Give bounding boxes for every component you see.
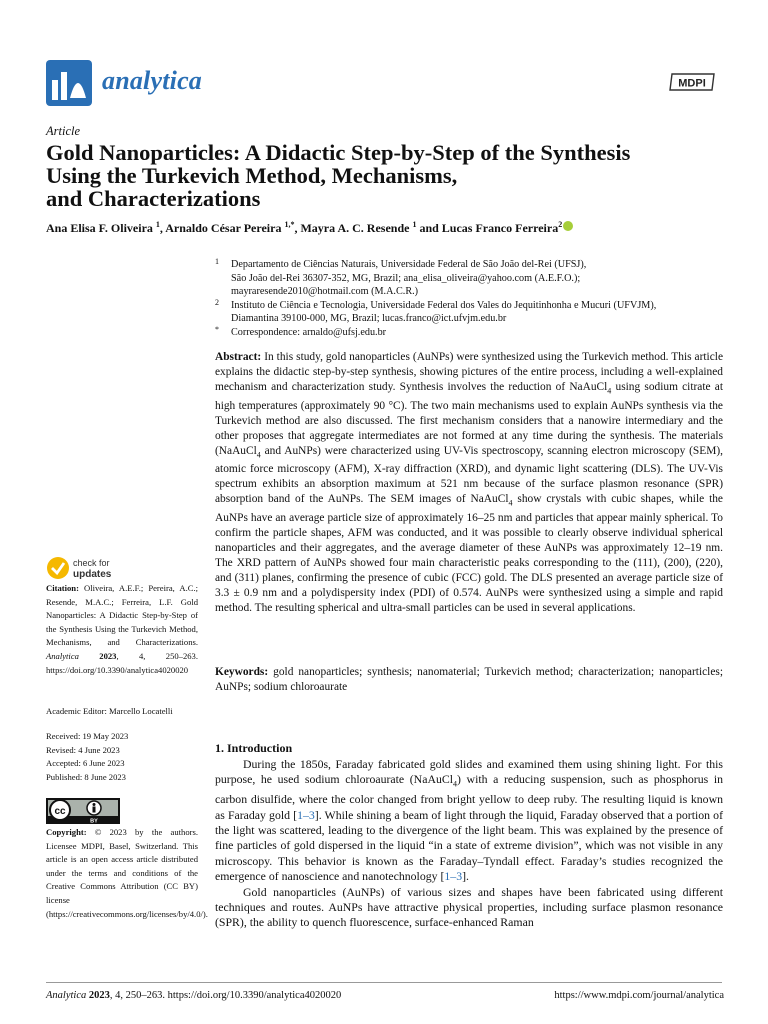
mdpi-text: MDPI	[678, 77, 706, 90]
introduction-text	[215, 757, 723, 931]
correspondence-marker: *	[215, 324, 219, 334]
svg-text:check for: check for	[73, 558, 110, 568]
footer-divider	[46, 982, 722, 983]
citation-block: Citation: Oliveira, A.E.F.; Pereira, A.C.; Resende, M.A.C.; Ferreira, L.F. Gold Nanoparticles: A Didactic Step-by-Step of the Synthesis Using the Turkevich Method, Mechanisms, and Characterizations. Analytica 2023, 4, 250–263. https://doi.org/10.3390/analytica4020020	[46, 583, 198, 675]
copyright-block: Copyright: © 2023 by the authors. Licensee MDPI, Basel, Switzerland. This article is an open access article distributed under the terms and conditions of the Creative Commons Attribution (CC BY) license (https://creativecommons.org/licenses/by/4.0/).	[46, 827, 208, 919]
cc-by-license-icon[interactable]	[46, 798, 120, 824]
mdpi-logo-icon[interactable]	[668, 70, 718, 94]
affiliations	[215, 258, 725, 340]
academic-editor: Academic Editor: Marcello Locatelli	[46, 706, 173, 716]
affiliation-number: 2	[215, 297, 219, 307]
received-date: Received: 19 May 2023	[46, 731, 129, 741]
revised-date: Revised: 4 June 2023	[46, 744, 120, 755]
citation-label: Citation:	[46, 583, 79, 593]
abstract-label: Abstract:	[215, 351, 262, 363]
article-type: Article	[46, 124, 81, 138]
title-line: and Characterizations	[46, 186, 261, 211]
paragraph: During the 1850s, Faraday fabricated gold slides and examined them using shining light. For this purpose, he used sodium chloroaurate (NaAuCl$_4$) with a reducing suspension, such as phosphorus in carbon disulfide, where the color changed from bright yellow to deep ruby. The resulting liquid is known as Faraday gold [1–3]. While shining a beam of light through the liquid, Faraday observed that a portion of the light was scattered, leading to the divergence of the light beam. This was explained by the presence of fine particles of gold dispersed in the liquid “in a state of extreme division”, which was not visible in any microscopy. This behavior is known as the Faraday–Tyndall effect. Faraday’s studies recognized the emergence of nanoscience and nanotechnology [1–3].	[215, 757, 723, 884]
affiliation-line: 2 Instituto de Ciência e Tecnologia, Universidade Federal dos Vales do Jequitinhonha e Mucuri (UFVJM),	[215, 297, 657, 311]
abstract: Abstract: In this study, gold nanoparticles (AuNPs) were synthesized using the Turkevich method. This article explains the didactic step-by-step synthesis, showing pictures of the entire process, including a well-explained mechanism and characterization study. Synthesis involves the reduction of NaAuCl$_4$ using sodium citrate at high temperatures (approximately 90 °C). The two main mechanisms used to explain AuNPs synthesis via the Turkevich method are also discussed. The first mechanism considers that a nanowire intermediary and the other proposes that aggregate intermediates are not formed at any time during the synthesis. The materials (NaAuCl$_4$ and AuNPs) were characterized using UV-Vis spectroscopy, scanning electron microscopy (SEM), atomic force microscopy (AFM), X-ray diffraction (XRD), and dynamic light scattering (DLS). The UV-Vis spectrum exhibits an absorption maximum at 521 nm because of the surface plasmon resonance (SPR) absorption band of the AuNPs. The SEM images of NaAuCl$_4$ show crystals with cubic shapes, while the AuNPs have an average particle size of approximately 16–25 nm and particles that appear mainly spherical. To confirm the particle shapes, AFM was conducted, and it was possible to clearly observe individual spherical nanoparticles and their aggregates, and the average diameter of these AuNPs was approximately 12–19 nm. The XRD pattern of AuNPs showed four main characteristic peaks corresponding to the (111), (200), (220), and (311) planes, confirming the presence of cubic (FCC) gold. The DLS presented an average particle size of 3.3 ± 0.9 nm and a polydispersity index (PDI) of 0.574. AuNPs were synthesized using a simple and rapid method. The resulting spherical and ultra-small particles can be used in several applications.	[215, 351, 723, 615]
keywords-label: Keywords:	[215, 666, 269, 678]
correspondence-line: * Correspondence: arnaldo@ufsj.edu.br	[215, 324, 387, 338]
affiliation-line: 1 Departamento de Ciências Naturais, Universidade Federal de São João del-Rei (UFSJ),	[215, 257, 587, 270]
reference-link[interactable]: 1–3	[444, 869, 463, 884]
author-conjunction: and	[419, 221, 439, 235]
affiliation-line: mayraresende2010@hotmail.com (M.A.C.R.)	[231, 286, 419, 298]
accepted-date: Accepted: 6 June 2023	[46, 758, 125, 769]
author-name[interactable]: Arnaldo César Pereira	[165, 221, 282, 235]
footer-doi[interactable]: , 4, 250–263. https://doi.org/10.3390/analytica4020020	[109, 990, 342, 1001]
keywords-text: gold nanoparticles; synthesis; nanomaterial; Turkevich method; characterization; nanoparticles; AuNPs; sodium chloroaurate	[215, 666, 723, 694]
svg-text:BY: BY	[90, 818, 98, 824]
affiliation-line: Diamantina 39100-000, MG, Brazil; lucas.franco@ict.ufvjm.edu.br	[231, 313, 507, 325]
article-title	[46, 141, 726, 210]
copyright-label: Copyright:	[46, 827, 87, 837]
affiliation-marker: 1,*	[284, 220, 295, 229]
title-line: Gold Nanoparticles: A Didactic Step-by-Step of the Synthesis	[46, 140, 631, 165]
keywords	[215, 665, 723, 695]
section-heading: 1. Introduction	[215, 741, 293, 755]
paragraph: Gold nanoparticles (AuNPs) of various sizes and shapes have been fabricated using different techniques and routes. AuNPs have attractive physical properties, including surface plasmon resonance (SPR), the ability to quench fluorescence, surface-enhanced Raman	[215, 884, 723, 930]
orcid-icon[interactable]	[563, 221, 573, 231]
svg-text:updates: updates	[73, 569, 112, 580]
author-list: Ana Elisa F. Oliveira $^1$, Arnaldo César Pereira $^{1,*}$, Mayra A. C. Resende $^1$ and Lucas Franco Ferreira$^2$	[46, 220, 736, 236]
affiliation-marker: 1	[412, 220, 417, 229]
footer-citation: Analytica 2023, 4, 250–263. https://doi.org/10.3390/analytica4020020	[46, 990, 342, 1001]
check-for-updates-icon[interactable]	[46, 556, 206, 580]
reference-link[interactable]: 1–3	[297, 807, 315, 822]
title-line: Using the Turkevich Method, Mechanisms,	[46, 163, 458, 188]
author-name[interactable]: Ana Elisa F. Oliveira	[46, 221, 153, 235]
published-date: Published: 8 June 2023	[46, 771, 126, 782]
affiliation-number: 1	[215, 257, 219, 266]
author-name[interactable]: Mayra A. C. Resende	[300, 221, 410, 235]
dates	[46, 730, 198, 784]
citation-doi[interactable]: , 4, 250–263. https://doi.org/10.3390/analytica4020020	[46, 650, 198, 675]
affiliation-line: São João del-Rei 36307-352, MG, Brazil; ana_elisa_oliveira@yahoo.com (A.E.F.O.);	[231, 272, 581, 284]
footer-journal-url[interactable]: https://www.mdpi.com/journal/analytica	[554, 990, 724, 1001]
journal-logo-icon	[46, 60, 92, 106]
affiliation-marker: 2	[558, 220, 563, 229]
affiliation-marker: 1	[155, 220, 160, 229]
journal-name[interactable]: analytica	[102, 66, 203, 95]
svg-text:cc: cc	[54, 806, 66, 817]
author-name[interactable]: Lucas Franco Ferreira	[441, 221, 559, 235]
